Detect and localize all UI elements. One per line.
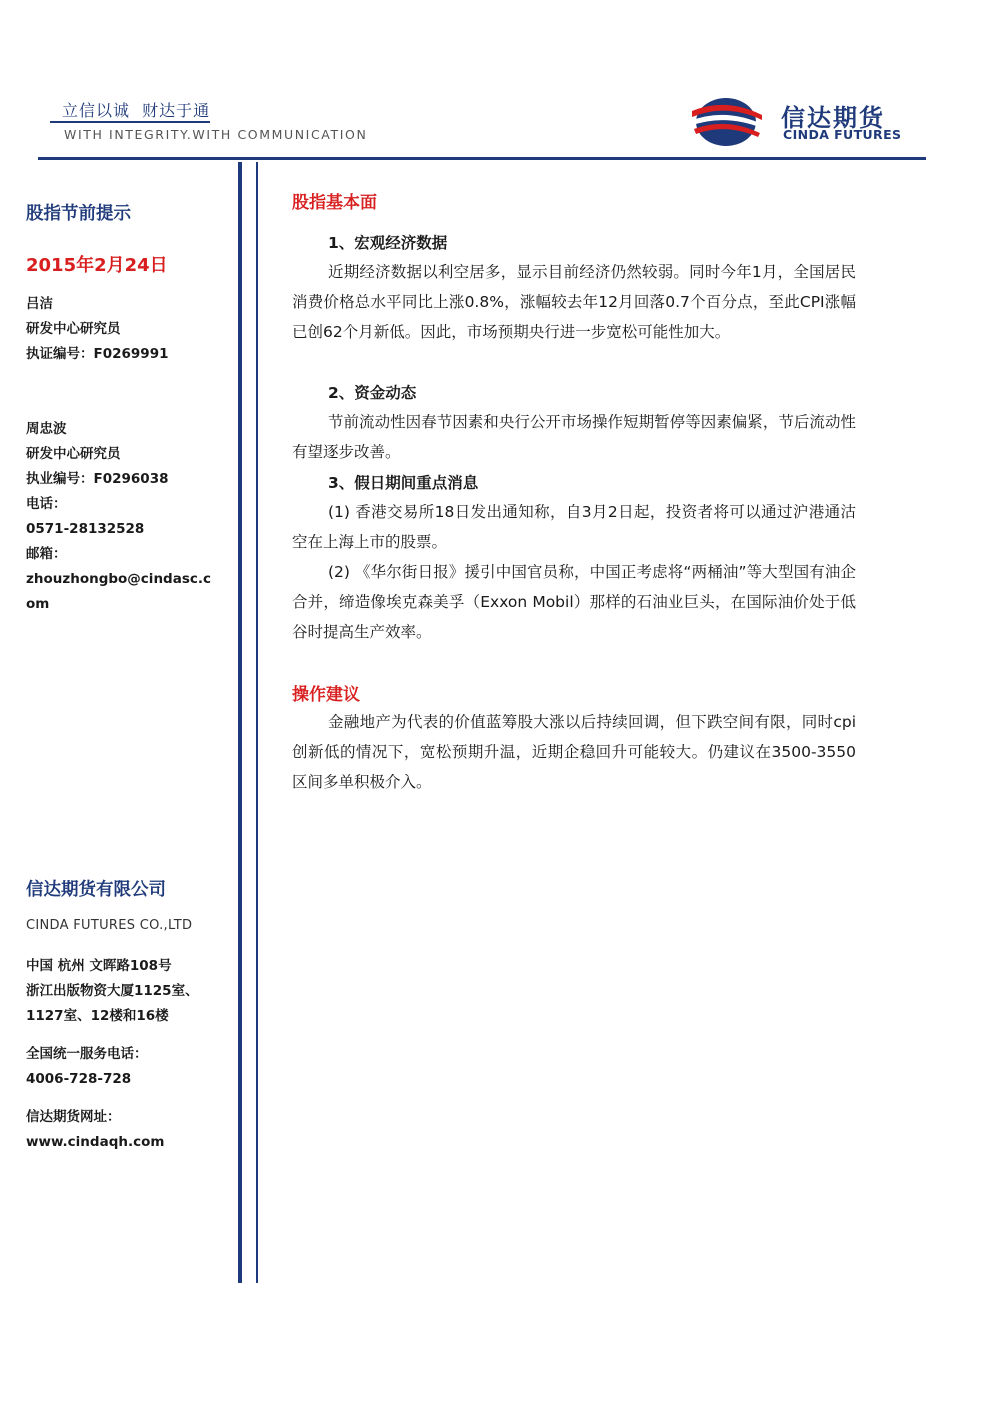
header-divider xyxy=(38,157,926,160)
company-name-english: CINDA FUTURES CO.,LTD xyxy=(26,918,193,933)
company-address: 1127室、12楼和16楼 xyxy=(26,1008,169,1024)
slogan-chinese: 立信以诚 财达于通 xyxy=(62,101,211,120)
analyst-role: 研发中心研究员 xyxy=(26,321,121,337)
analyst-name: 吕洁 xyxy=(26,296,53,312)
hotline-number: 4006-728-728 xyxy=(26,1071,132,1087)
website-link[interactable]: www.cindaqh.com xyxy=(26,1134,165,1150)
paragraph-macro: 近期经济数据以利空居多，显示目前经济仍然较弱。同时今年1月，全国居民消费价格总水平同比上涨0.8%，涨幅较去年12月回落0.7个百分点，至此CPI涨幅已创62个月新低。因此，市场预期央行进一步宽松可能性加大。 xyxy=(292,263,856,341)
paragraph-advice: 金融地产为代表的价值蓝筹股大涨以后持续回调，但下跌空间有限，同时cpi创新低的情况下，宽松预期升温，近期企稳回升可能较大。仍建议在3500-3550区间多单积极介入。 xyxy=(292,713,856,791)
paragraph-news-item-2: (2) 《华尔街日报》援引中国官员称，中国正考虑将“两桶油”等大型国有油企合并，缔造像埃克森美孚（Exxon Mobil）那样的石油业巨头，在国际油价处于低谷时提高生产效率。 xyxy=(292,563,856,641)
report-date: 2015年2月24日 xyxy=(26,255,168,276)
report-title: 股指节前提示 xyxy=(26,204,131,224)
logo-text-chinese: 信达期货 xyxy=(781,104,885,132)
slogan-english: WITH INTEGRITY.WITH COMMUNICATION xyxy=(64,127,368,142)
email-address[interactable]: zhouzhongbo@cindasc.c xyxy=(26,571,211,587)
email-address-continued[interactable]: om xyxy=(26,596,50,612)
column-divider-thick xyxy=(238,162,242,1283)
cinda-logo-icon xyxy=(688,93,764,147)
website-label: 信达期货网址： xyxy=(26,1109,121,1125)
email-label: 邮箱： xyxy=(26,546,67,562)
phone-label: 电话： xyxy=(26,496,67,512)
company-name: 信达期货有限公司 xyxy=(26,880,166,900)
analyst-license: 执证编号：F0269991 xyxy=(26,346,169,362)
phone-number: 0571-28132528 xyxy=(26,521,145,537)
analyst-license: 执业编号：F0296038 xyxy=(26,471,169,487)
company-address: 中国 杭州 文晖路108号 xyxy=(26,958,172,974)
subsection-title-funds: 2、资金动态 xyxy=(328,384,417,402)
analyst-role: 研发中心研究员 xyxy=(26,446,121,462)
slogan-underline xyxy=(50,121,210,123)
subsection-title-holiday-news: 3、假日期间重点消息 xyxy=(328,474,479,492)
analyst-name: 周忠波 xyxy=(26,421,67,437)
column-divider-thin xyxy=(256,162,258,1283)
logo-text-english: CINDA FUTURES xyxy=(783,127,902,142)
company-address: 浙江出版物资大厦1125室、 xyxy=(26,983,199,999)
subsection-title-macro: 1、宏观经济数据 xyxy=(328,234,448,252)
hotline-label: 全国统一服务电话： xyxy=(26,1046,148,1062)
section-title-advice: 操作建议 xyxy=(292,685,360,705)
section-title-fundamentals: 股指基本面 xyxy=(292,193,377,213)
paragraph-funds: 节前流动性因春节因素和央行公开市场操作短期暂停等因素偏紧，节后流动性有望逐步改善。 xyxy=(292,413,856,461)
paragraph-news-item-1: (1) 香港交易所18日发出通知称，自3月2日起，投资者将可以通过沪港通沽空在上海上市的股票。 xyxy=(292,503,856,551)
